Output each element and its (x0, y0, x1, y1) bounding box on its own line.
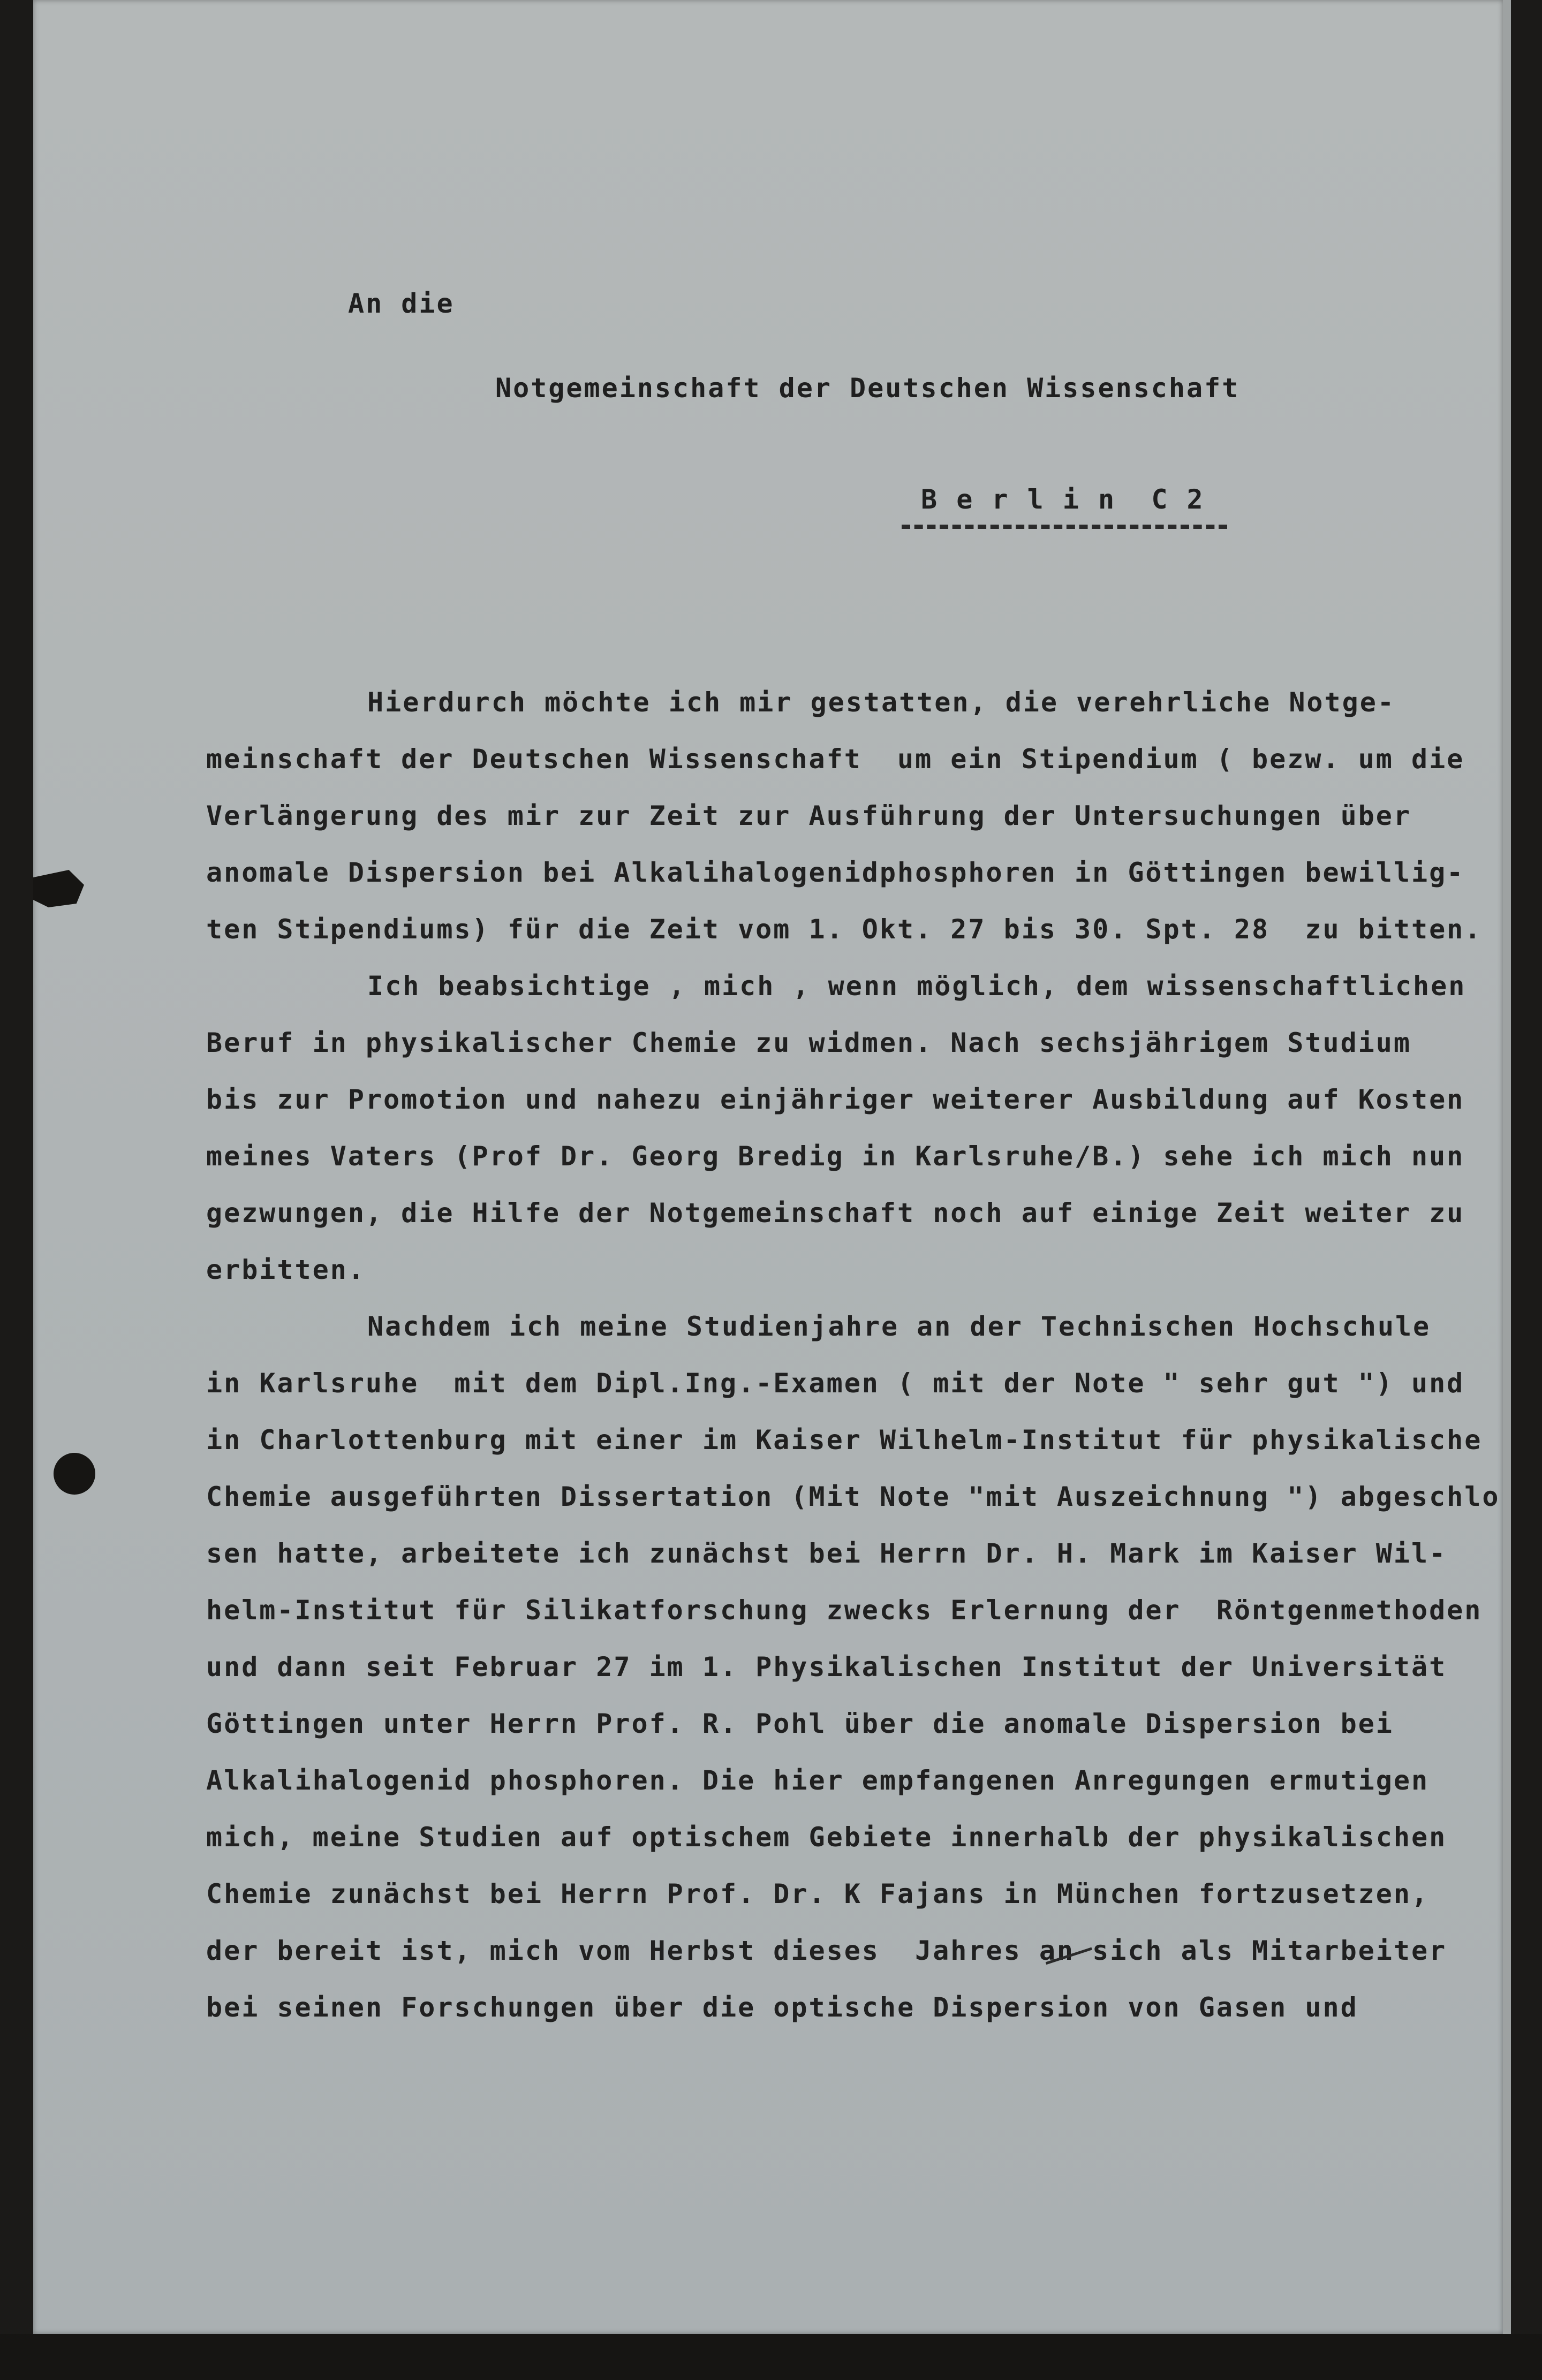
body-line: in Karlsruhe mit dem Dipl.Ing.-Examen ( mit der Note " sehr gut ") und (206, 1368, 1465, 1399)
body-line: Ich beabsichtige , mich , wenn möglich, dem wissenschaftlichen (367, 971, 1467, 1002)
body-line: helm-Institut für Silikatforschung zwecks Erlernung der Röntgenmethoden (206, 1595, 1483, 1626)
body-line: in Charlottenburg mit einer im Kaiser Wilhelm-Institut für physikalische (206, 1424, 1483, 1456)
body-line: ten Stipendiums) für die Zeit vom 1. Okt. 27 bis 30. Spt. 28 zu bitten. (206, 914, 1483, 945)
body-line: Verlängerung des mir zur Zeit zur Ausführung der Untersuchungen über (206, 800, 1411, 831)
salutation-line: An die (348, 288, 455, 319)
paper-edge (1503, 0, 1511, 2380)
body-line: gezwungen, die Hilfe der Notgemeinschaft noch auf einige Zeit weiter zu (206, 1197, 1465, 1229)
body-line: Nachdem ich meine Studienjahre an der Technischen Hochschule (367, 1311, 1431, 1342)
city-line: B e r l i n C 2 (921, 484, 1205, 515)
body-line: Alkalihalogenid phosphoren. Die hier empfangenen Anregungen ermutigen (206, 1765, 1430, 1796)
recipient-line: Notgemeinschaft der Deutschen Wissenschaft (495, 373, 1240, 404)
body-line: Hierdurch möchte ich mir gestatten, die verehrliche Notge- (367, 687, 1395, 718)
body-line: Göttingen unter Herrn Prof. R. Pohl über die anomale Dispersion bei (206, 1708, 1394, 1739)
body-line: bis zur Promotion und nahezu einjähriger weiterer Ausbildung auf Kosten (206, 1084, 1465, 1115)
city-underline (902, 525, 1227, 529)
body-line: erbitten. (206, 1254, 366, 1285)
background-strip (0, 2334, 1542, 2380)
punch-hole (54, 1453, 95, 1495)
body-line: mich, meine Studien auf optischem Gebiete innerhalb der physikalischen (206, 1822, 1447, 1853)
body-line: und dann seit Februar 27 im 1. Physikalischen Institut der Universität (206, 1651, 1447, 1682)
body-line: Chemie zunächst bei Herrn Prof. Dr. K Fajans in München fortzusetzen, (206, 1878, 1430, 1909)
body-line: anomale Dispersion bei Alkalihalogenidphosphoren in Göttingen bewillig- (206, 857, 1465, 888)
body-line: meines Vaters (Prof Dr. Georg Bredig in Karlsruhe/B.) sehe ich mich nun (206, 1141, 1465, 1172)
body-line: Beruf in physikalischer Chemie zu widmen. Nach sechsjährigem Studium (206, 1027, 1411, 1058)
body-line: der bereit ist, mich vom Herbst dieses Jahres an sich als Mitarbeiter (206, 1935, 1447, 1966)
body-line: Chemie ausgeführten Dissertation (Mit Note "mit Auszeichnung ") abgeschlo (206, 1481, 1500, 1512)
body-line: sen hatte, arbeitete ich zunächst bei Herrn Dr. H. Mark im Kaiser Wil- (206, 1538, 1447, 1569)
body-line: meinschaft der Deutschen Wissenschaft um ein Stipendium ( bezw. um die (206, 744, 1465, 775)
body-line: bei seinen Forschungen über die optische Dispersion von Gasen und (206, 1992, 1358, 2023)
